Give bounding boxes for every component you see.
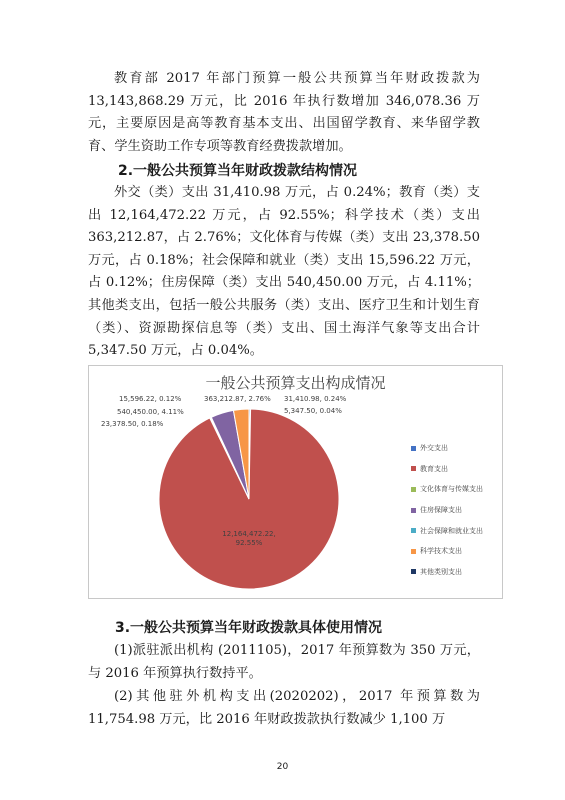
- legend-label-4: 社会保障和就业支出: [420, 526, 483, 535]
- legend-label-6: 其他类别支出: [420, 567, 462, 576]
- pie-chart: [88, 365, 503, 599]
- paragraph-usage-item-2: (2)其他驻外机构支出(2020202)，2017 年预算数为 11,754.98 万元，比 2016 年财政拨款执行数减少 1,100 万: [88, 689, 480, 727]
- slice-label-6: 5,347.50, 0.04%: [284, 407, 342, 415]
- legend-swatch-2: [411, 487, 416, 492]
- legend-item-5: [411, 541, 483, 562]
- chart-legend: [411, 438, 483, 582]
- slice-label-4: 15,596.22, 0.12%: [119, 395, 182, 403]
- section-heading-usage: 3.一般公共预算当年财政拨款具体使用情况: [115, 620, 383, 636]
- legend-label-1: 教育支出: [420, 464, 448, 473]
- legend-item-3: [411, 500, 483, 521]
- paragraph-structure-details: 外交（类）支出 31,410.98 万元，占 0.24%；教育（类）支出 12,164,472.22 万元，占 92.55%；科学技术（类）支出 363,212.87，占 2.76%；文化体育与传媒（类）支出 23,378.50 万元，占 0.18%；社会保障和就业（类）支出 15,596.22 万元，占 0.12%；住房保障（类）支出 540,450.00 万元，占 4.11%；其他类支出，包括一般公共服务（类）支出、医疗卫生和计划生育（类）、资源勘探信息等（类）支出、国土海洋气象等支出合计 5,347.50 万元，占 0.04%。: [88, 185, 480, 359]
- slice-label-5: 363,212.87, 2.76%: [204, 395, 271, 403]
- legend-swatch-3: [411, 508, 416, 513]
- page-number: 20: [276, 762, 289, 772]
- pie-chart-svg: [89, 366, 409, 598]
- slice-label-3: 540,450.00, 4.11%: [117, 408, 184, 416]
- legend-swatch-6: [411, 569, 416, 574]
- slice-label-1-1: 92.55%: [235, 539, 263, 547]
- legend-swatch-1: [411, 466, 416, 471]
- legend-swatch-0: [411, 446, 416, 451]
- section-heading-structure: 2.一般公共预算当年财政拨款结构情况: [118, 163, 358, 179]
- paragraph-usage-item-1: (1)派驻派出机构 (2011105)，2017 年预算数为 350 万元，与 2016 年预算执行数持平。: [88, 643, 480, 681]
- chart-title: 一般公共预算支出构成情况: [205, 374, 386, 392]
- legend-item-6: [411, 562, 483, 583]
- legend-item-1: [411, 459, 483, 480]
- legend-label-5: 科学技术支出: [420, 547, 462, 556]
- slice-label-1-0: 12,164,472.22,: [222, 530, 276, 538]
- legend-swatch-4: [411, 528, 416, 533]
- slice-label-0: 31,410.98, 0.24%: [284, 395, 347, 403]
- legend-item-4: [411, 520, 483, 541]
- legend-item-0: [411, 438, 483, 459]
- legend-item-2: [411, 479, 483, 500]
- legend-label-0: 外交支出: [420, 444, 448, 453]
- slice-label-2: 23,378.50, 0.18%: [101, 420, 164, 428]
- legend-label-2: 文化体育与传媒支出: [420, 485, 483, 494]
- paragraph-budget-overview: 教育部 2017 年部门预算一般公共预算当年财政拨款为 13,143,868.29 万元，比 2016 年执行数增加 346,078.36 万元，主要原因是高等教育基本支出、出国留学教育、来华留学教育、学生资助工作专项等教育经费拨款增加。: [88, 71, 480, 154]
- legend-swatch-5: [411, 549, 416, 554]
- legend-label-3: 住房保障支出: [420, 506, 462, 515]
